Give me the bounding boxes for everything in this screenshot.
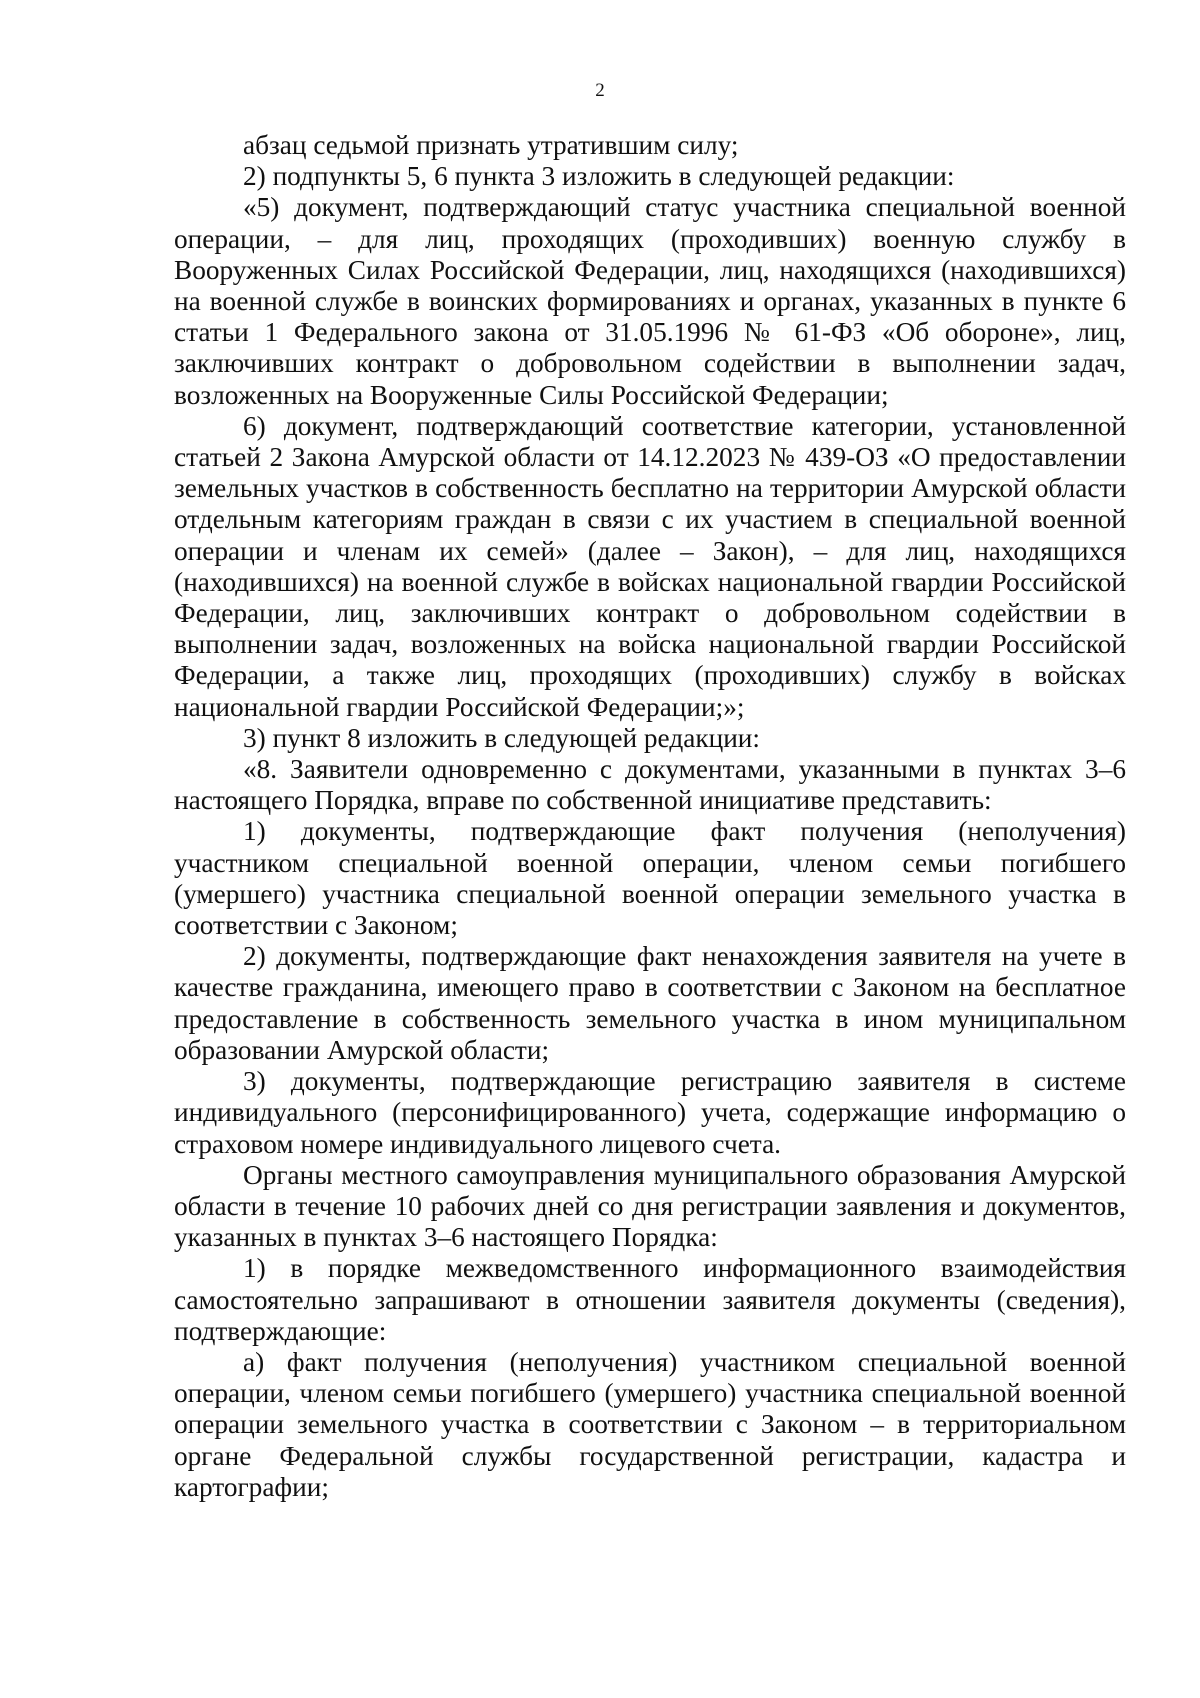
paragraph-item-8-intro: «8. Заявители одновременно с документами, указанными в пунктах 3–6 настоящего Порядка, вправе по собственной инициативе представить: [174,754,1126,816]
paragraph-local-authorities: Органы местного самоуправления муниципального образования Амурской области в течение 10 рабочих дней со дня регистрации заявления и документов, указанных в пунктах 3–6 настоящего Порядка: [174,1159,1126,1253]
paragraph-item-8-list-3: 3) документы, подтверждающие регистрацию заявителя в системе индивидуального (персонифицированного) учета, содержащие информацию о страховом номере индивидуального лицевого счета. [174,1066,1126,1159]
paragraph-item-8-list-1: 1) документы, подтверждающие факт получения (неполучения) участником специальной военной операции, членом семьи погибшего (умершего) участника специальной военной операции земельного участка в соответствии с Законом; [174,816,1126,941]
paragraph-amend-item-8: 3) пункт 8 изложить в следующей редакции: [243,722,760,753]
paragraph-item-8-list-2: 2) документы, подтверждающие факт ненахождения заявителя на учете в качестве гражданина, имеющего право в соответствии с Законом на бесплатное предоставление в собственность земельного участка в ином муниципальном образовании Амурской области; [174,941,1126,1065]
paragraph-repeal-seventh-subparagraph: абзац седьмой признать утратившим силу; [243,130,739,160]
page-number: 2 [595,80,605,101]
paragraph-amend-subitems-5-6: 2) подпункты 5, 6 пункта 3 изложить в следующей редакции: [243,161,955,192]
paragraph-interagency-request: 1) в порядке межведомственного информационного взаимодействия самостоятельно запрашивают в отношении заявителя документы (сведения), подтверждающие: [174,1253,1126,1346]
paragraph-subitem-6: 6) документ, подтверждающий соответствие категории, установленной статьей 2 Закона Амурской области от 14.12.2023 № 439-ОЗ «О предоставлении земельных участков в собственность бесплатно на территории Амурской области отдельным категориям граждан в связи с их участием в специальной военной операции и членам их семей» (далее – Закон), – для лиц, находящихся (находившихся) на военной службе в войсках национальной гвардии Российской Федерации, лиц, заключивших контракт о добровольном содействии в выполнении задач, возложенных на войска национальной гвардии Российской Федерации, а также лиц, проходящих (проходивших) службу в войсках национальной гвардии Российской Федерации;»; [174,410,1126,722]
document-body [174,130,1126,1503]
paragraph-subitem-a: а) факт получения (неполучения) участником специальной военной операции, членом семьи погибшего (умершего) участника специальной военной операции земельного участка в соответствии с Законом – в территориальном органе Федеральной службы государственной регистрации, кадастра и картографии; [174,1346,1126,1502]
paragraph-subitem-5: «5) документ, подтверждающий статус участника специальной военной операции, – для лиц, проходящих (проходивших) военную службу в Вооруженных Силах Российской Федерации, лиц, находящихся (находившихся) на военной службе в воинских формированиях и органах, указанных в пункте 6 статьи 1 Федерального закона от 31.05.1996 № 61-ФЗ «Об обороне», лиц, заключивших контракт о добровольном содействии в выполнении задач, возложенных на Вооруженные Силы Российской Федерации; [174,192,1126,410]
